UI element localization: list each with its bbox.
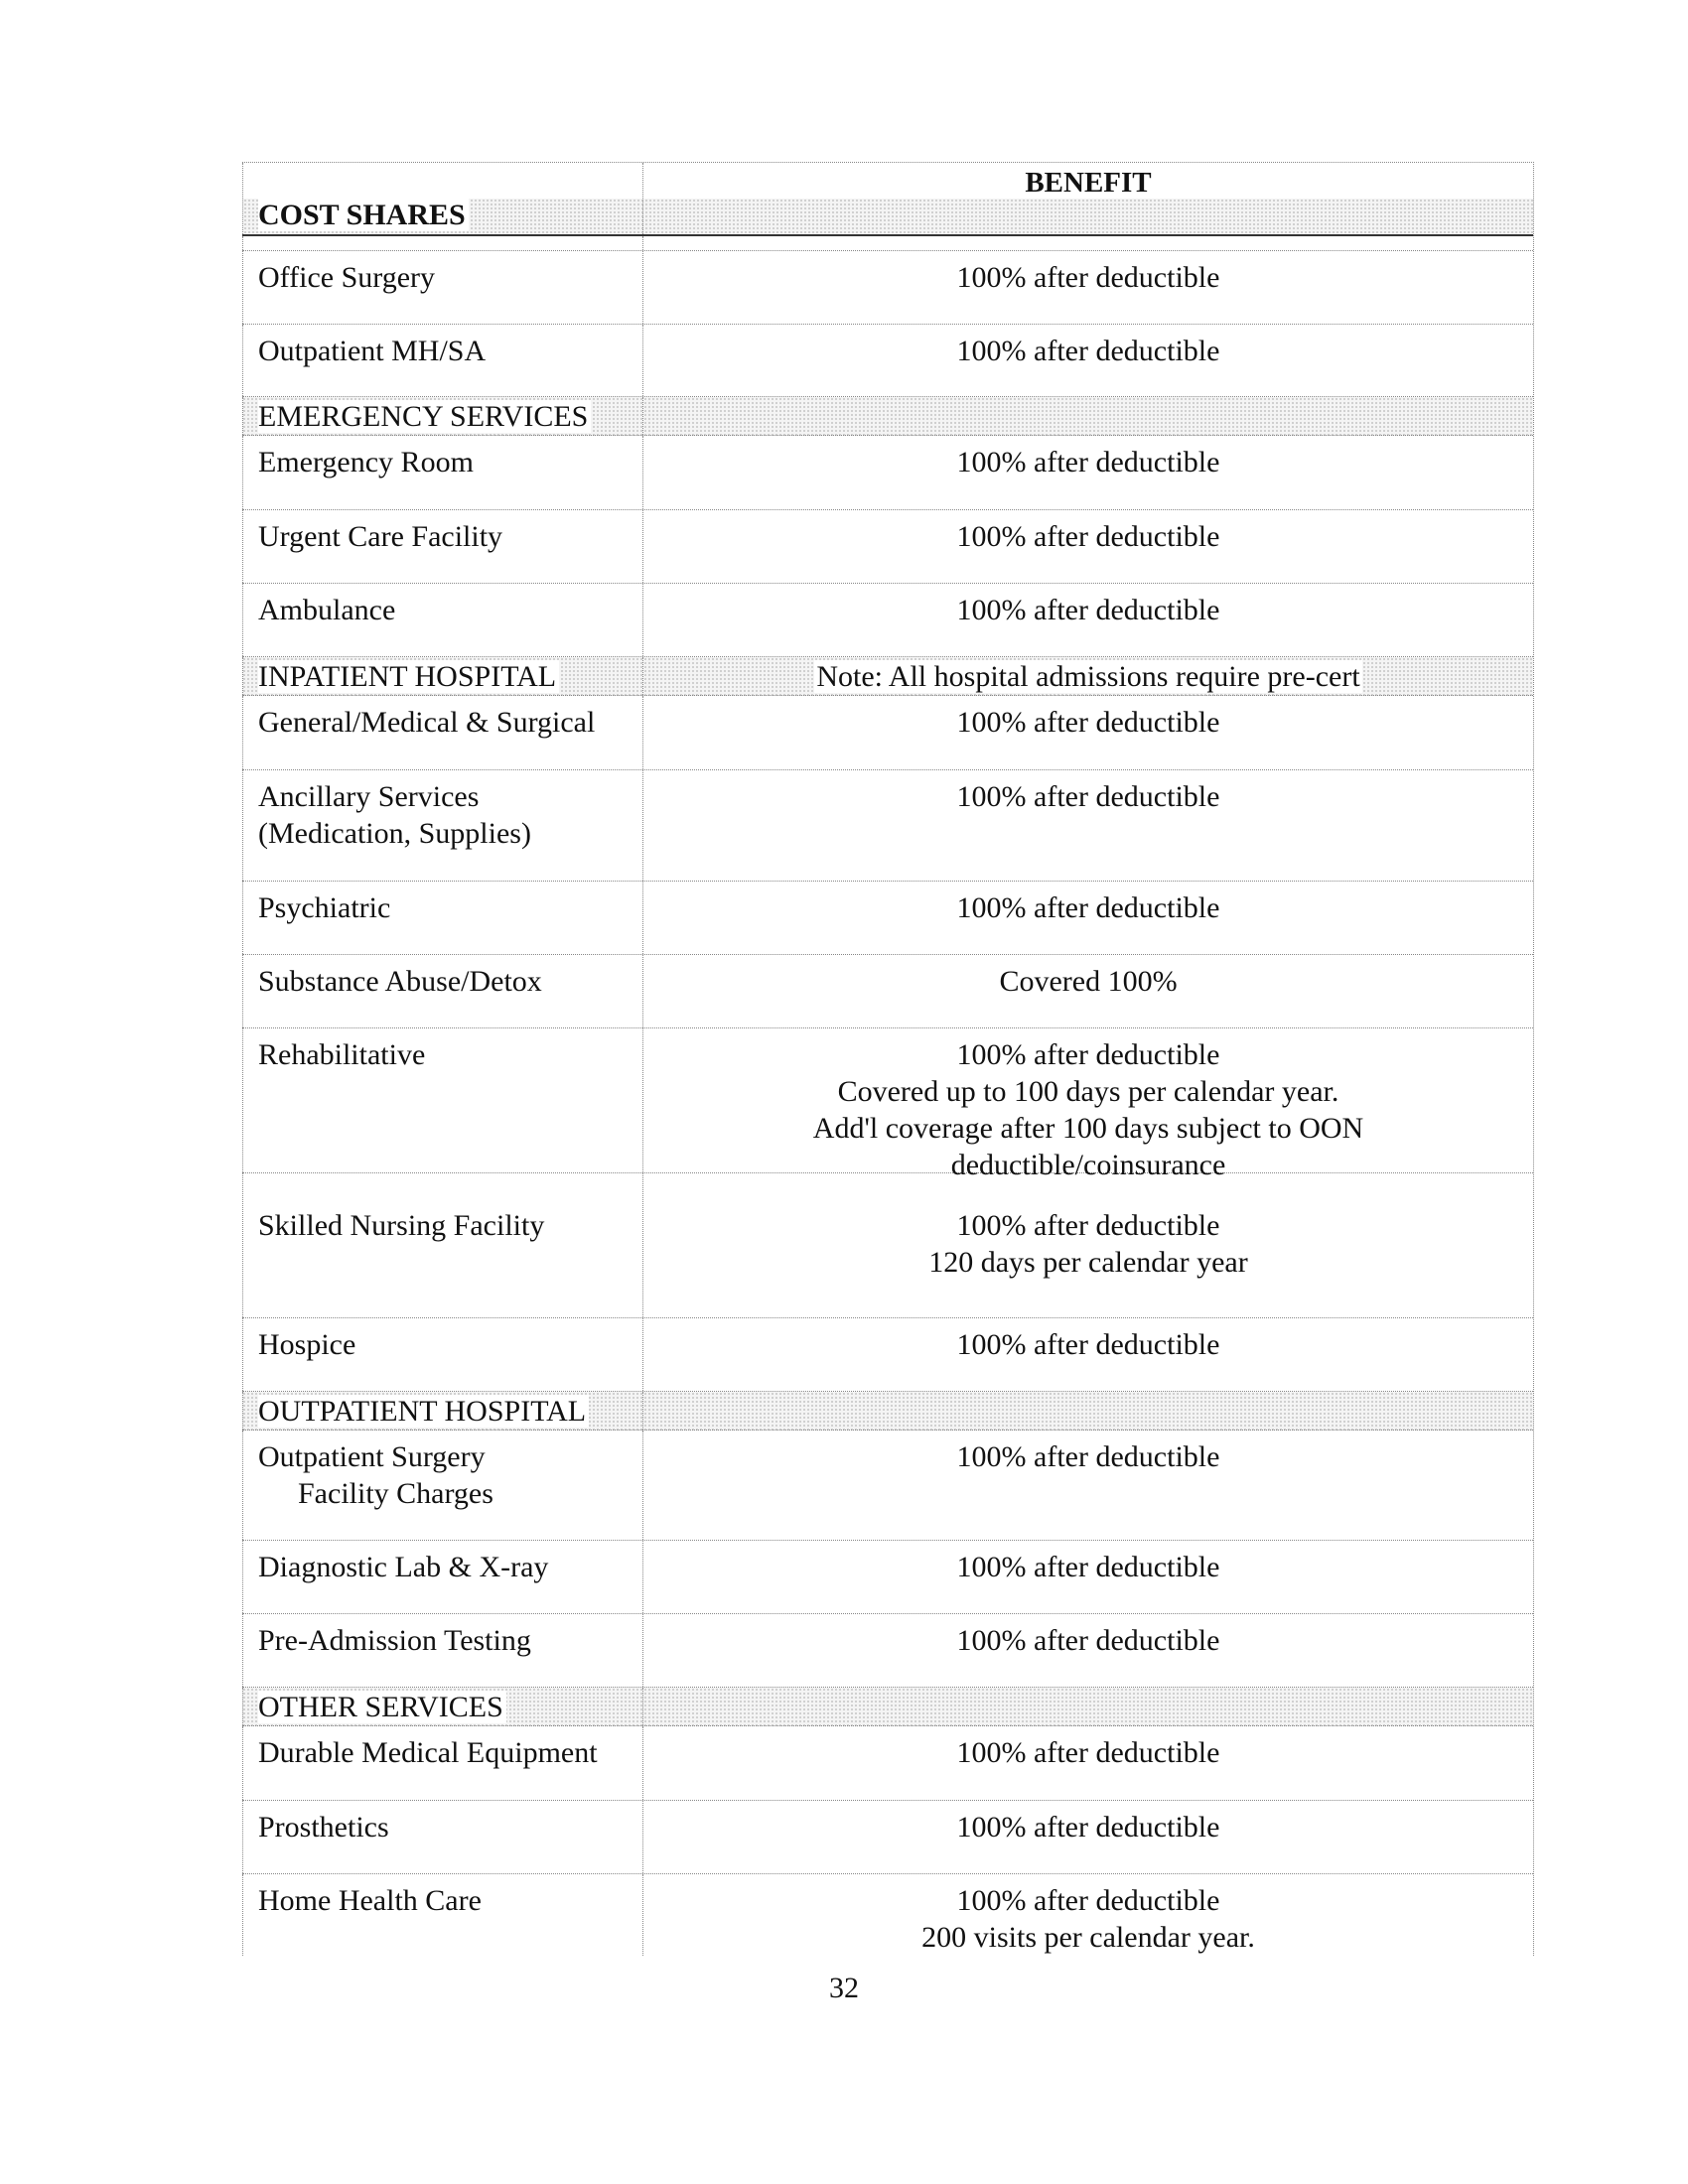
spacer-row	[242, 236, 1533, 251]
benefit-cell: 100% after deductible	[956, 891, 1220, 924]
service-cell: Urgent Care Facility	[242, 510, 643, 583]
page-number: 32	[829, 1972, 859, 2004]
section-title: EMERGENCY SERVICES	[242, 397, 643, 435]
benefit-cell: 100% after deductible	[956, 335, 1220, 367]
service-cell: Emergency Room	[242, 436, 643, 509]
benefit-cell: 100% after deductible 120 days per calendar year	[928, 1209, 1248, 1279]
service-cell: Substance Abuse/Detox	[242, 955, 643, 1027]
benefits-table	[242, 162, 1534, 1956]
service-cell: Home Health Care	[242, 1874, 643, 1956]
table-row	[242, 436, 1533, 510]
table-row	[242, 955, 1533, 1028]
section-note: Note: All hospital admissions require pre-cert	[816, 660, 1360, 693]
service-cell: Diagnostic Lab & X-ray	[242, 1541, 643, 1613]
section-title: OTHER SERVICES	[242, 1688, 643, 1725]
benefit-cell: 100% after deductible	[956, 1440, 1220, 1473]
table-row	[242, 325, 1533, 397]
benefit-cell: 100% after deductible	[956, 780, 1220, 813]
table-row	[242, 1541, 1533, 1614]
benefit-cell: 100% after deductible	[956, 261, 1220, 294]
benefit-cell: 100% after deductible	[956, 1624, 1220, 1657]
benefit-cell: 100% after deductible	[956, 1736, 1220, 1769]
table-row	[242, 1431, 1533, 1541]
table-row	[242, 1028, 1533, 1181]
service-cell: Durable Medical Equipment	[242, 1726, 643, 1800]
cost-shares-heading: COST SHARES	[242, 163, 643, 234]
service-cell: Outpatient Surgery Facility Charges	[242, 1431, 643, 1540]
table-row	[242, 1318, 1533, 1392]
table-header-row	[242, 163, 1533, 236]
service-cell: General/Medical & Surgical	[242, 696, 643, 769]
benefit-cell: 100% after deductible	[956, 1551, 1220, 1583]
benefit-cell: 100% after deductible	[956, 594, 1220, 626]
benefit-cell: 100% after deductible 200 visits per calendar year.	[921, 1884, 1255, 1954]
service-cell: Ancillary Services (Medication, Supplies)	[242, 770, 643, 881]
benefit-cell: Covered 100%	[999, 965, 1178, 998]
service-cell: Skilled Nursing Facility	[242, 1173, 643, 1317]
table-row	[242, 510, 1533, 584]
service-cell: Pre-Admission Testing	[242, 1614, 643, 1687]
benefit-cell: 100% after deductible	[956, 706, 1220, 739]
benefit-heading: BENEFIT	[1025, 167, 1152, 199]
service-cell: Psychiatric	[242, 882, 643, 954]
table-row	[242, 1614, 1533, 1688]
table-row	[242, 251, 1533, 325]
section-header-emergency	[242, 397, 1533, 436]
table-row	[242, 1173, 1533, 1318]
section-header-outpatient	[242, 1392, 1533, 1431]
table-row	[242, 1726, 1533, 1801]
section-title: OUTPATIENT HOSPITAL	[242, 1392, 643, 1430]
section-header-inpatient	[242, 657, 1533, 696]
benefit-cell: 100% after deductible	[956, 520, 1220, 553]
service-cell: Ambulance	[242, 584, 643, 656]
service-cell: Prosthetics	[242, 1801, 643, 1873]
benefit-cell: 100% after deductible	[956, 446, 1220, 478]
service-cell: Outpatient MH/SA	[242, 325, 643, 396]
table-row	[242, 584, 1533, 657]
table-row	[242, 770, 1533, 882]
section-header-other	[242, 1688, 1533, 1726]
benefit-cell: 100% after deductible	[956, 1811, 1220, 1843]
section-title: INPATIENT HOSPITAL	[242, 657, 643, 695]
service-cell: Rehabilitative	[242, 1028, 643, 1172]
table-row	[242, 882, 1533, 955]
table-row	[242, 696, 1533, 770]
service-cell: Office Surgery	[242, 251, 643, 324]
benefit-cell: 100% after deductible Covered up to 100 days per calendar year. Add'l coverage after 100 days subject to OON deductible/coinsurance	[812, 1038, 1364, 1181]
benefit-cell: 100% after deductible	[956, 1328, 1220, 1361]
table-row	[242, 1801, 1533, 1874]
service-cell: Hospice	[242, 1318, 643, 1391]
table-row	[242, 1874, 1533, 1956]
